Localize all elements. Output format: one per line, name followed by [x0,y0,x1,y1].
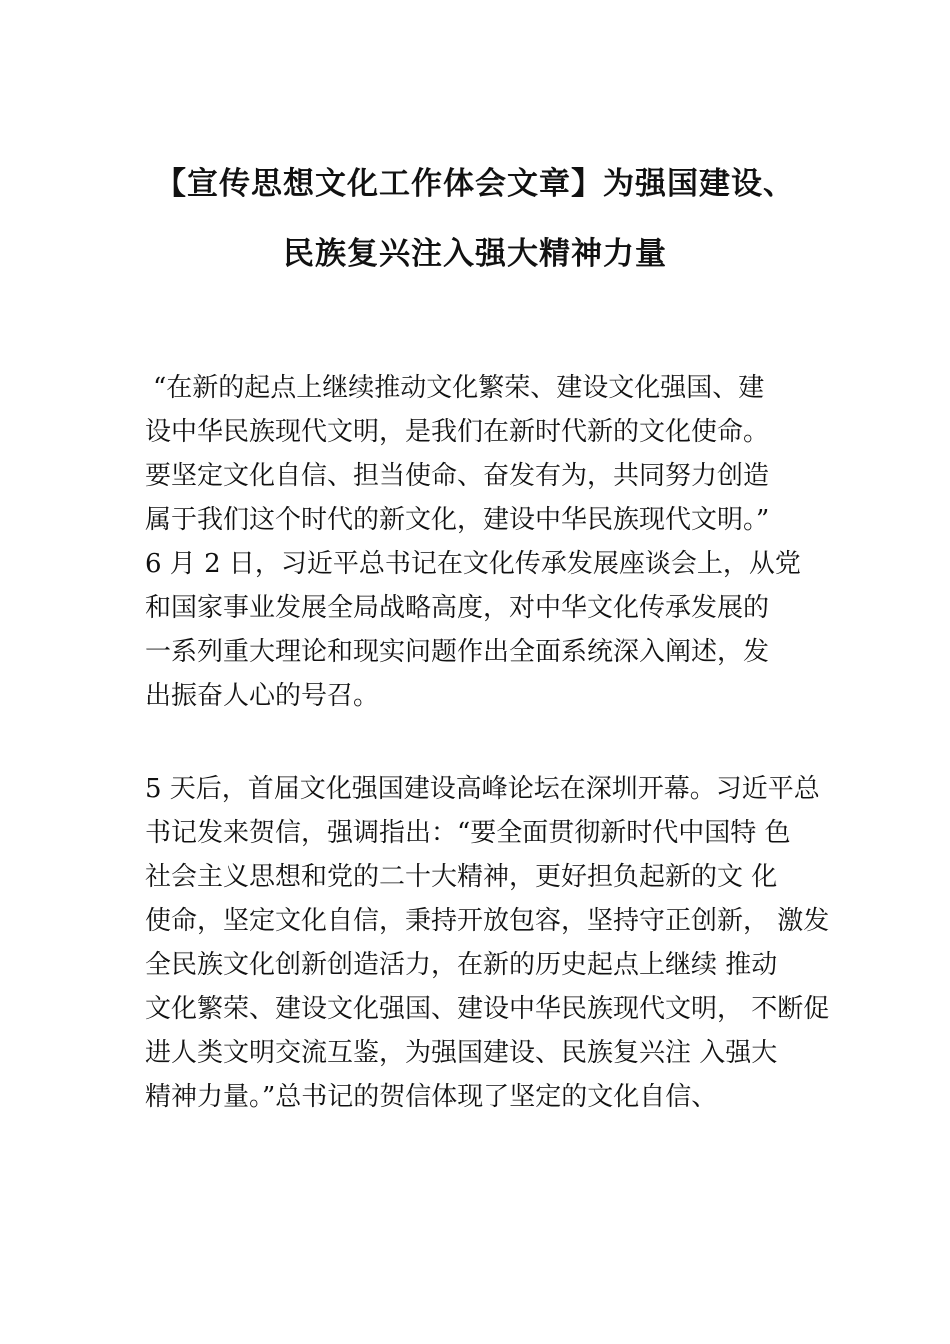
paragraph-line: 和国家事业发展全局战略高度，对中华文化传承发展的 [145,593,770,623]
paragraph-line: 要坚定文化自信、担当使命、奋发有为，共同努力创造 [145,461,770,491]
document-title-line-1: 【宣传思想文化工作体会文章】为强国建设、 [155,166,795,202]
paragraph-line: 社会主义思想和党的二十大精神，更好担负起新的文 化 [145,862,778,892]
paragraph-line: 使命，坚定文化自信，秉持开放包容，坚持守正创新， 激发 [145,906,830,936]
paragraph-line: 设中华民族现代文明，是我们在新时代新的文化使命。 [145,417,770,447]
paragraph-line: 5 天后，首届文化强国建设高峰论坛在深圳开幕。习近平总 [145,774,820,804]
paragraph-line: 6 月 2 日，习近平总书记在文化传承发展座谈会上，从党 [145,549,801,579]
paragraph-2 [145,767,845,1119]
paragraph-line: 属于我们这个时代的新文化，建设中华民族现代文明。” [145,505,770,535]
paragraph-line: 精神力量。”总书记的贺信体现了坚定的文化自信、 [145,1082,718,1112]
document-title-line-2: 民族复兴注入强大精神力量 [283,236,667,272]
paragraph-1 [145,366,845,718]
paragraph-line: 出振奋人心的号召。 [145,681,380,711]
paragraph-line: 进人类文明交流互鉴，为强国建设、民族复兴注 入强大 [145,1038,778,1068]
paragraph-line: 一系列重大理论和现实问题作出全面系统深入阐述，发 [145,637,770,667]
paragraph-line: “在新的起点上继续推动文化繁荣、建设文化强国、建 [153,373,765,403]
paragraph-line: 书记发来贺信，强调指出：“要全面贯彻新时代中国特 色 [145,818,791,848]
paragraph-line: 全民族文化创新创造活力，在新的历史起点上继续 推动 [145,950,778,980]
paragraph-line: 文化繁荣、建设文化强国、建设中华民族现代文明， 不断促 [145,994,830,1024]
